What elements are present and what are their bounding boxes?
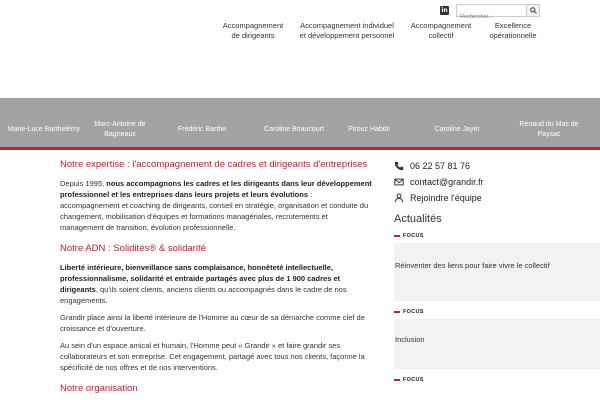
team-member-name: Paysac [537, 131, 561, 138]
site-header [0, 0, 600, 98]
heading-expertise: Notre expertise : l'accompagnement de cadres et dirigeants d'entreprises [60, 159, 368, 170]
focus-marker [394, 235, 400, 237]
team-member-name: Bagneaux [104, 131, 136, 138]
team-member-link[interactable] [344, 125, 394, 135]
team-member-name: Caroline Jayet [434, 126, 480, 133]
search-icon [530, 7, 537, 14]
news-item[interactable] [394, 243, 600, 301]
contact-phone[interactable] [394, 158, 600, 174]
nav-excellence-operationnelle[interactable] [484, 21, 542, 41]
phone-icon [394, 161, 404, 171]
text-bold: Liberté intérieure, bienveillance sans complaisance, honnêteté intellectuelle, professionnalisme, solidarité et entraide partagés avec plus de 1 900 cadres et dirigeants [60, 263, 341, 294]
nav-label: de dirigeants [231, 31, 275, 40]
news-item-title: Réinventer des liens pour faire vivre le collectif [395, 261, 550, 270]
team-member-link[interactable] [4, 125, 84, 135]
phone-number: 06 22 57 81 76 [410, 161, 471, 171]
team-member-link[interactable] [256, 125, 332, 135]
team-member-name: Frédéric Barthe [177, 126, 227, 133]
focus-tag [394, 307, 600, 317]
paragraph-liberte: Grandir place ainsi la liberté intérieure de l'Homme au cœur de sa démarche comme clef de croissance et d'ouverture. [60, 313, 365, 333]
focus-tag [394, 375, 600, 385]
paragraph-values [60, 262, 372, 306]
news-title: Actualités [394, 213, 442, 225]
sidebar [394, 158, 600, 385]
nav-label: Accompagnement [222, 21, 284, 30]
paragraph-intro [60, 178, 372, 233]
nav-label: Accompagnement individuel [300, 21, 394, 30]
nav-accompagnement-dirigeants[interactable] [216, 21, 290, 41]
main-content [60, 158, 372, 400]
team-member-name: Pirouz Habibi [348, 126, 390, 133]
paragraph-engagement: Au sein d'un espace amical et humain, l'Homme peut « Grandir » et faire grandir ses collaborateurs et son entreprise. Cet engagement, partagé avec tous nos clients, façonne la spécificité de nos offres et de nos interventions. [60, 341, 365, 372]
contact-email[interactable] [394, 174, 600, 190]
team-member-name: Renaud du Mas de [519, 121, 579, 128]
nav-accompagnement-collectif[interactable] [404, 21, 478, 41]
nav-label: Accompagnement [410, 21, 472, 30]
search-button[interactable] [526, 5, 539, 16]
team-member-link[interactable] [428, 125, 486, 135]
team-member-link[interactable] [514, 120, 584, 140]
heading-adn: Notre ADN : Solidités® & solidarité [60, 243, 206, 254]
team-member-name: Marie-Luce Barthelémy [7, 126, 81, 133]
text: Depuis 1995, [60, 179, 107, 188]
text: : accompagnement et coaching de dirigeants, conseil en stratégie, organisation et conduite du changement, mobilisation d'équipes et formations managériales, recrutements et management de transition, évolution professionnelle. [60, 190, 369, 232]
nav-label: Excellence [494, 21, 532, 30]
team-strip [0, 98, 600, 147]
news-item[interactable] [394, 319, 600, 369]
main-nav [0, 21, 600, 45]
email-address: contact@grandir.fr [410, 177, 484, 187]
text-bold: nous accompagnons les cadres et les dirigeants dans leur développement professionnel et les entreprises dans leurs projets et leurs évolutions [60, 179, 372, 199]
team-member-name: Marc-Antoine de [94, 121, 146, 128]
join-team-link[interactable] [394, 190, 600, 206]
nav-label: collectif [428, 31, 454, 40]
person-icon [394, 193, 404, 203]
focus-label: FOCUS [403, 309, 424, 315]
focus-label: FOCUS [403, 377, 424, 383]
join-team-label: Rejoindre l'équipe [410, 193, 482, 203]
focus-tag [394, 231, 600, 241]
mail-icon [394, 177, 404, 187]
nav-label: et développement personnel [299, 31, 395, 40]
team-member-link[interactable] [86, 120, 154, 140]
focus-marker [394, 379, 400, 381]
team-member-link[interactable] [172, 125, 232, 135]
search-box [456, 4, 540, 17]
nav-accompagnement-individuel[interactable] [296, 21, 398, 41]
linkedin-icon[interactable]: in [441, 7, 448, 14]
accent-divider [0, 147, 600, 150]
focus-marker [394, 311, 400, 313]
news-item-title: Inclusion [395, 335, 425, 344]
focus-label: FOCUS [403, 233, 424, 239]
text: , qu'ils soient clients, anciens clients ou accompagnés dans le cadre de nos engagements. [60, 285, 347, 305]
team-member-name: Caroline Briaucourt [264, 126, 324, 133]
nav-label: opérationnelle [489, 31, 537, 40]
heading-organisation: Notre organisation [60, 383, 138, 394]
